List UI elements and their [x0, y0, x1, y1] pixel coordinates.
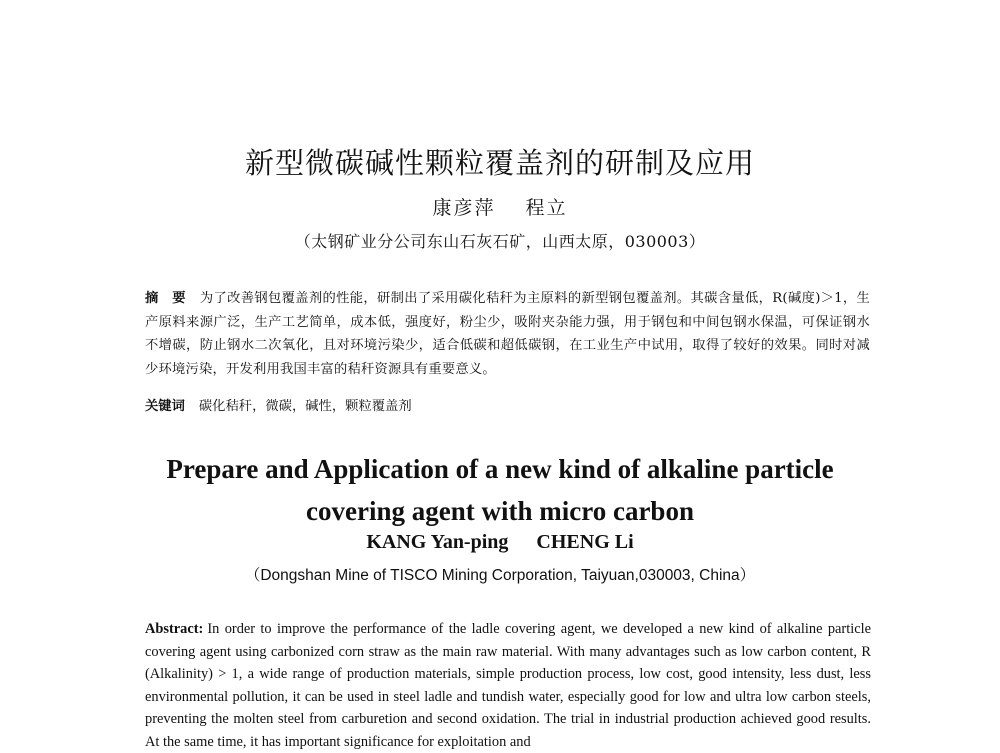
abstract-en-label: Abstract:: [145, 621, 204, 637]
keywords-cn-label: 关键词: [145, 399, 185, 414]
affiliation-cn: （太钢矿业分公司东山石灰石矿，山西太原，030003）: [294, 232, 706, 251]
authors-en: [0, 531, 1000, 554]
title-cn: 新型微碳碱性颗粒覆盖剂的研制及应用: [244, 146, 755, 180]
author-cn-2: 程立: [525, 197, 568, 219]
authors-cn: [0, 193, 1000, 220]
abstract-en: [145, 618, 871, 753]
abstract-cn-text: 为了改善钢包覆盖剂的性能，研制出了采用碳化秸秆为主原料的新型钢包覆盖剂。其碳含量低，R(碱度)＞1，生产原料来源广泛，生产工艺简单，成本低，强度好，粉尘少，吸附夹杂能力强，用于钢包和中间包钢水保温，可保证钢水不增碳，防止钢水二次氧化，且对环境污染少，适合低碳和超低碳钢，在工业生产中试用，取得了较好的效果。同时对减少环境污染，开发利用我国丰富的秸秆资源具有重要意义。: [145, 291, 870, 377]
author-en-2: CHENG Li: [536, 531, 634, 553]
abstract-cn: [145, 287, 870, 381]
title-en-line-1: Prepare and Application of a new kind of alkaline particle: [166, 454, 834, 484]
author-en-1: KANG Yan-ping: [366, 531, 509, 553]
abstract-cn-label: 摘 要: [145, 291, 186, 306]
affiliation-en: （Dongshan Mine of TISCO Mining Corporation, Taiyuan,030003, China）: [244, 567, 756, 584]
title-en-line-2: covering agent with micro carbon: [306, 496, 694, 526]
title-en: [0, 448, 1000, 532]
keywords-cn: [145, 397, 870, 417]
keywords-cn-text: 碳化秸秆，微碳，碱性，颗粒覆盖剂: [198, 399, 412, 414]
abstract-en-text: In order to improve the performance of the ladle covering agent, we developed a new kind of alkaline particle covering agent using carbonized corn straw as the main raw material. With many advantages such as low carbon content, R (Alkalinity) > 1, a wide range of production materials, simple production process, low cost, good intensity, less dust, less environmental pollution, it can be used in steel ladle and tundish water, especially good for low and ultra low carbon steels, preventing the molten steel from carburetion and second oxidation. The trial in industrial production achieved good results. At the same time, it has important significance for exploitation and: [145, 621, 871, 750]
author-cn-1: 康彦萍: [432, 197, 496, 219]
